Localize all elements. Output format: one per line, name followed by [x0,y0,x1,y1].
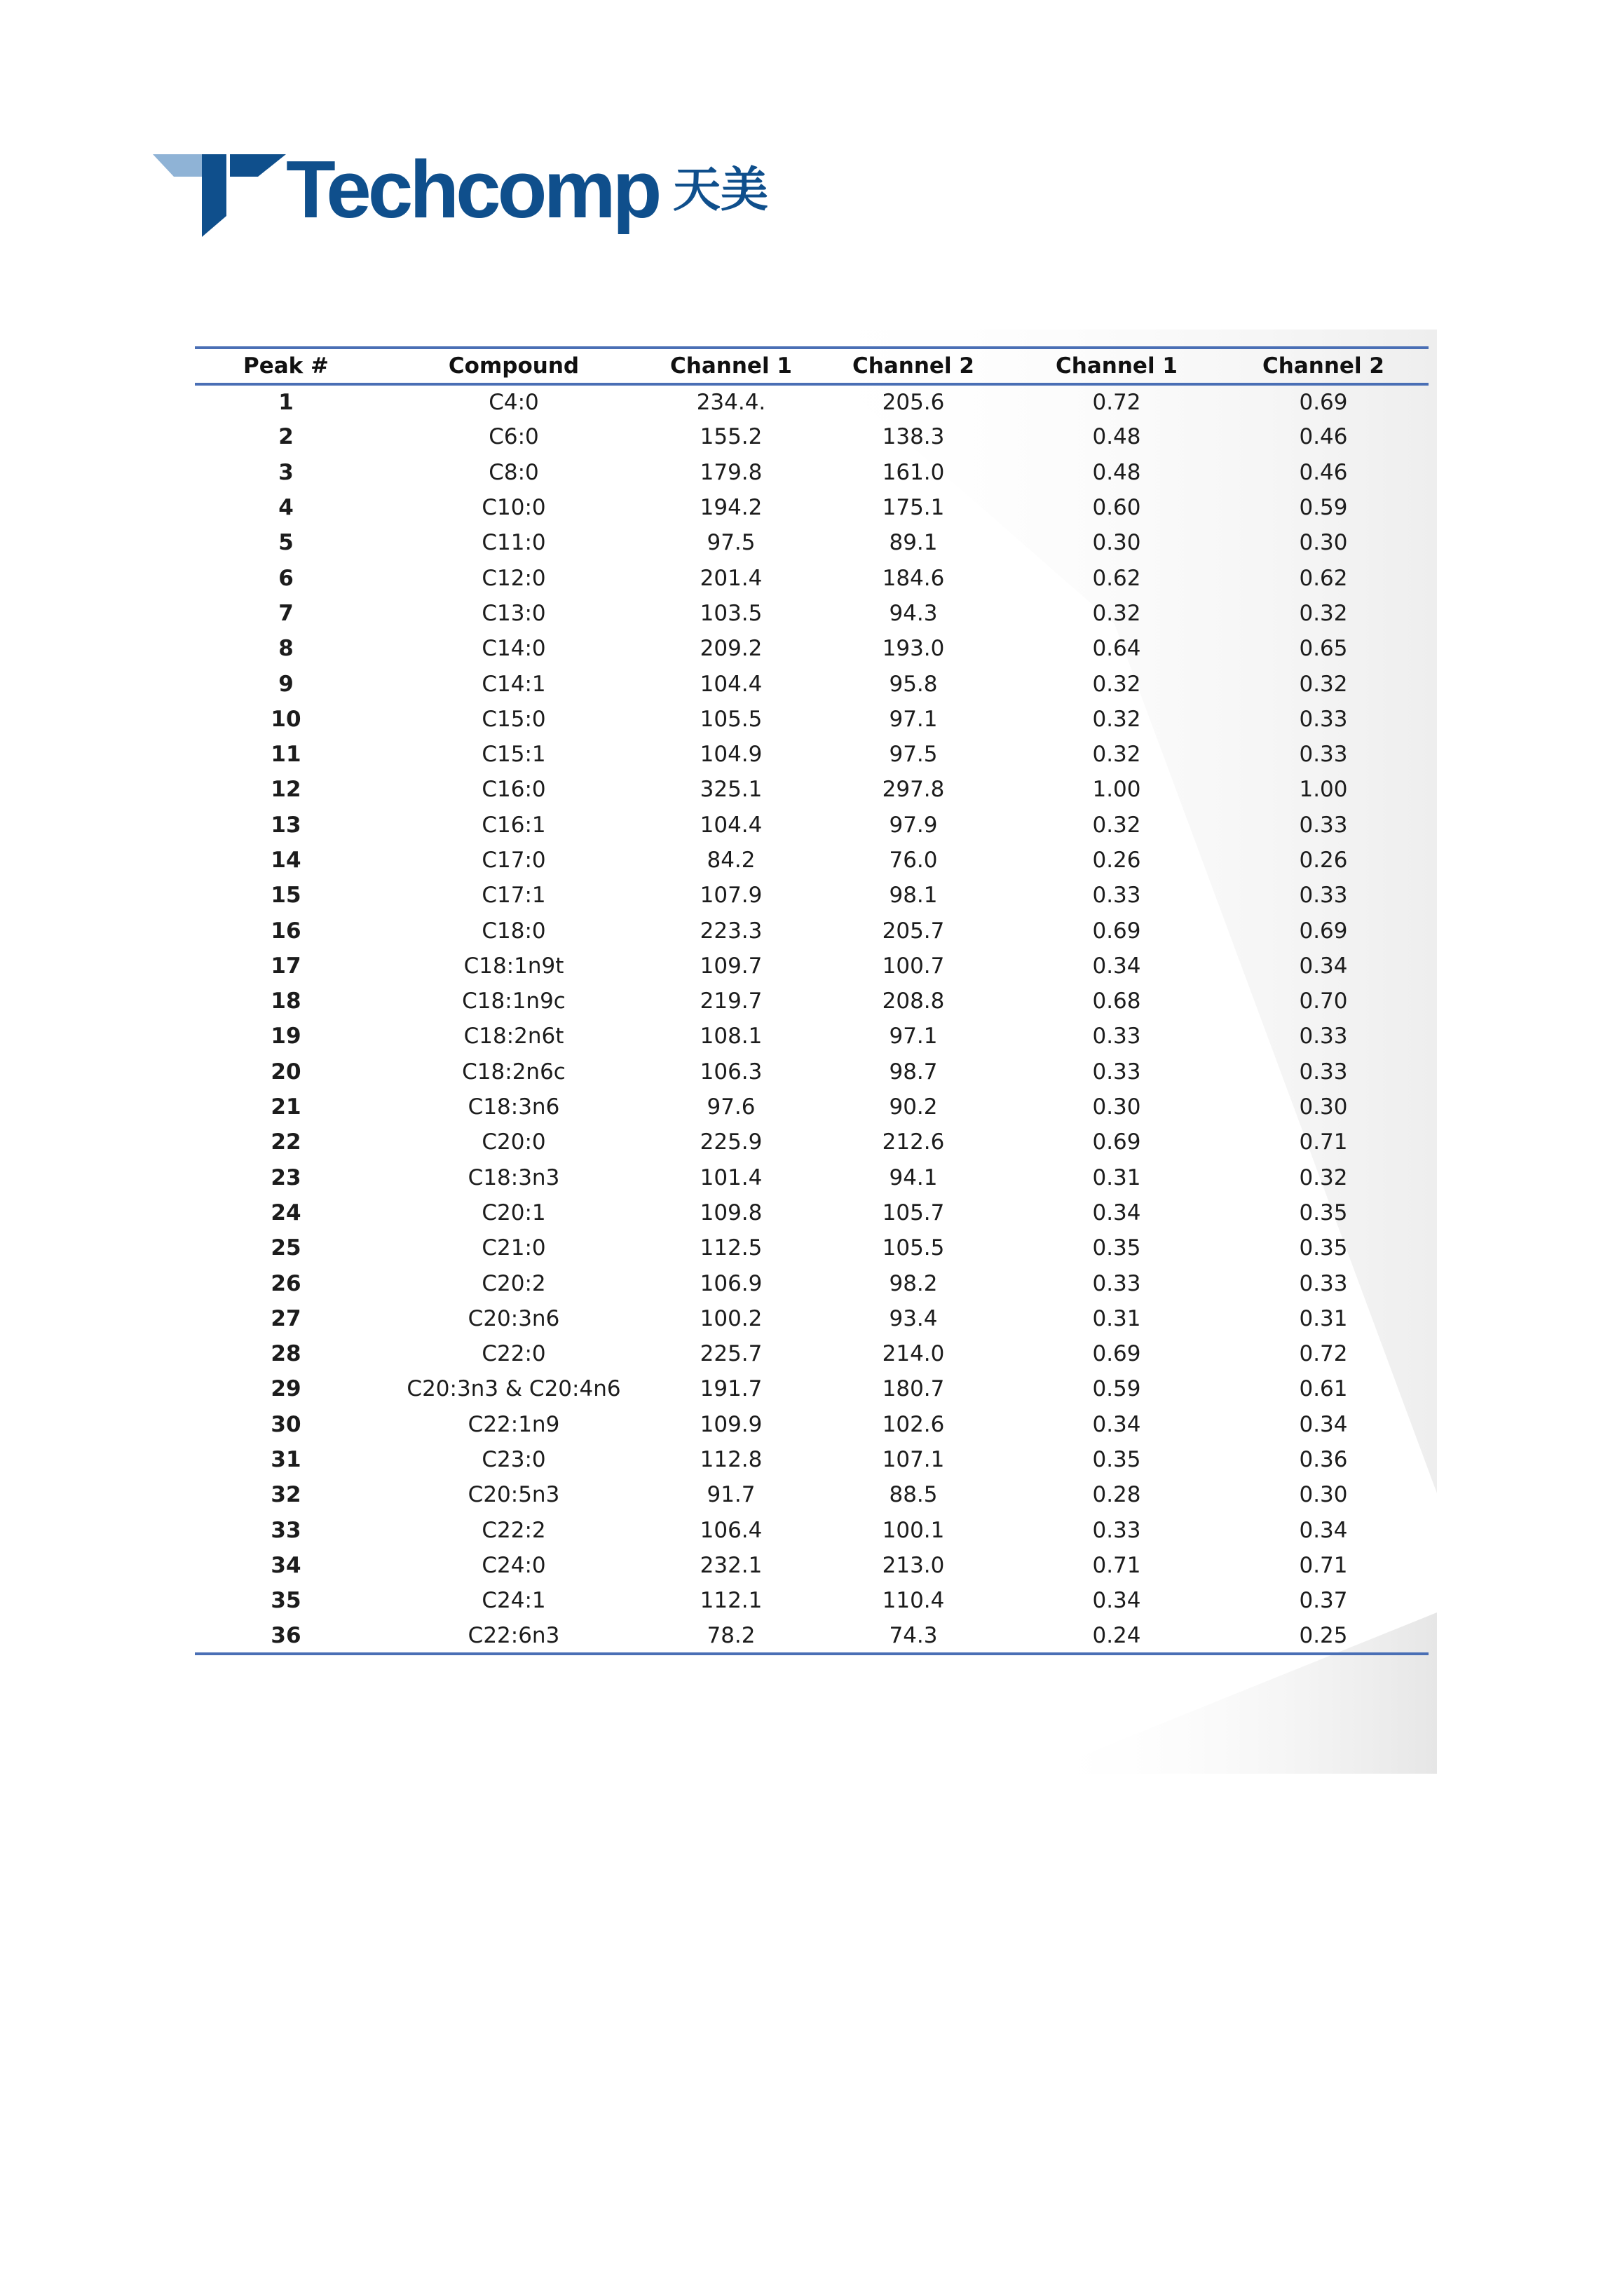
cell-channel-1: 194.2 [700,495,763,521]
cell-channel-1-ratio: 0.35 [1092,1235,1141,1261]
cell-channel-2-ratio: 1.00 [1299,777,1348,803]
cell-channel-2-ratio: 0.32 [1299,1164,1348,1190]
cell-compound: C22:0 [482,1341,546,1367]
cell-peak: 7 [278,600,294,626]
cell-channel-1-ratio: 0.71 [1092,1552,1141,1578]
cell-channel-2-ratio: 0.33 [1299,706,1348,732]
cell-channel-1: 106.9 [700,1270,763,1296]
table-row [195,666,1429,701]
cell-channel-1: 97.6 [707,1094,756,1120]
cell-channel-2-ratio: 0.30 [1299,1482,1348,1508]
table-header [195,348,1429,384]
table-body [195,384,1429,1654]
cell-channel-1-ratio: 0.31 [1092,1164,1141,1190]
cell-channel-1-ratio: 0.24 [1015,1618,1218,1653]
cell-channel-1-ratio: 0.59 [1092,1376,1141,1402]
cell-compound: C18:3n3 [468,1164,560,1190]
cell-channel-2-ratio: 0.26 [1299,848,1348,873]
cell-channel-2: 93.4 [889,1305,938,1331]
cell-channel-2-ratio: 0.33 [1299,812,1348,838]
cell-compound: C13:0 [482,600,546,626]
cell-channel-1-ratio: 0.33 [1092,1024,1141,1049]
header-channel-2-ratio: Channel 2 [1218,348,1429,384]
table-row [195,878,1429,913]
cell-channel-1-ratio: 0.33 [1092,1059,1141,1085]
cell-channel-1: 109.7 [700,953,763,979]
cell-channel-1: 106.3 [700,1059,763,1085]
cell-peak: 6 [278,565,294,591]
table-row [195,1230,1429,1265]
logo-wordmark: Techcomp [286,144,659,235]
techcomp-logo [153,144,784,245]
cell-channel-1-ratio: 0.48 [1092,459,1141,485]
cell-channel-1: 104.9 [700,742,763,768]
table-row [195,1583,1429,1618]
cell-compound: C20:3n6 [468,1305,560,1331]
cell-peak: 8 [278,636,294,662]
cell-channel-2-ratio: 0.65 [1299,636,1348,662]
cell-channel-1: 104.4 [700,812,763,838]
cell-channel-1-ratio: 1.00 [1092,777,1141,803]
table-row [195,702,1429,737]
cell-channel-1: 106.4 [700,1517,763,1543]
cell-channel-1: 191.7 [700,1376,763,1402]
table-row [195,913,1429,948]
cell-channel-2-ratio: 0.61 [1299,1376,1348,1402]
cell-peak: 25 [271,1235,301,1261]
cell-channel-1: 104.4 [700,671,763,697]
cell-channel-1: 101.4 [700,1164,763,1190]
table-row [195,1125,1429,1160]
cell-channel-1-ratio: 0.69 [1092,1341,1141,1367]
cell-compound: C21:0 [482,1235,546,1261]
cell-peak: 32 [271,1482,301,1508]
table-row [195,843,1429,878]
table-row [195,1019,1429,1054]
cell-channel-1: 223.3 [700,918,763,944]
cell-channel-2: 161.0 [882,459,945,485]
cell-channel-1-ratio: 0.30 [1092,1094,1141,1120]
cell-channel-1-ratio: 0.33 [1092,883,1141,909]
header-channel-1: Channel 1 [650,348,812,384]
table-row [195,1477,1429,1512]
cell-compound: C18:0 [482,918,546,944]
cell-channel-1: 112.1 [700,1588,763,1614]
cell-channel-2-ratio: 0.46 [1299,459,1348,485]
table-row [195,737,1429,772]
cell-channel-2: 180.7 [882,1376,945,1402]
cell-channel-2-ratio: 0.31 [1299,1305,1348,1331]
cell-compound: C20:5n3 [468,1482,560,1508]
cell-channel-2-ratio: 0.30 [1299,1094,1348,1120]
cell-compound: C18:2n6c [462,1059,566,1085]
cell-compound: C11:0 [482,530,546,556]
cell-compound: C24:0 [482,1552,546,1578]
cell-compound: C20:2 [482,1270,546,1296]
cell-channel-1: 225.9 [700,1129,763,1155]
cell-peak: 15 [271,883,301,909]
table-row [195,560,1429,595]
cell-channel-2-ratio: 0.71 [1299,1129,1348,1155]
table-row [195,1089,1429,1125]
cell-channel-2: 94.1 [889,1164,938,1190]
cell-channel-2: 89.1 [889,530,938,556]
cell-peak: 1 [278,390,294,416]
table-row [195,772,1429,807]
cell-channel-1: 209.2 [700,636,763,662]
cell-peak: 30 [271,1411,301,1437]
cell-channel-2-ratio: 0.62 [1299,565,1348,591]
cell-channel-1-ratio: 0.69 [1092,918,1141,944]
cell-channel-1: 155.2 [700,424,763,450]
cell-peak: 18 [271,989,301,1014]
cell-channel-1-ratio: 0.48 [1092,424,1141,450]
cell-channel-2: 105.5 [882,1235,945,1261]
cell-compound: C22:2 [482,1517,546,1543]
header-peak: Peak # [195,348,377,384]
cell-compound: C18:2n6t [463,1024,564,1049]
cell-channel-2: 97.1 [889,1024,938,1049]
cell-peak: 5 [278,530,294,556]
cell-channel-1: 78.2 [650,1618,812,1653]
cell-channel-2: 208.8 [882,989,945,1014]
cell-compound: C15:0 [482,706,546,732]
cell-peak: 16 [271,918,301,944]
cell-peak: 23 [271,1164,301,1190]
cell-compound: C20:0 [482,1129,546,1155]
cell-channel-2: 205.7 [882,918,945,944]
cell-channel-1-ratio: 0.60 [1092,495,1141,521]
table-row [195,596,1429,631]
cell-channel-2-ratio: 0.25 [1218,1618,1429,1653]
cell-channel-2: 214.0 [882,1341,945,1367]
cell-channel-1-ratio: 0.32 [1092,600,1141,626]
cell-channel-2-ratio: 0.59 [1299,495,1348,521]
cell-channel-2: 97.5 [889,742,938,768]
cell-peak: 26 [271,1270,301,1296]
cell-channel-1: 112.5 [700,1235,763,1261]
cell-channel-2: 100.7 [882,953,945,979]
cell-channel-2: 74.3 [812,1618,1015,1653]
table-row [195,1513,1429,1548]
cell-channel-2-ratio: 0.70 [1299,989,1348,1014]
cell-peak: 29 [271,1376,301,1402]
cell-channel-2: 100.1 [882,1517,945,1543]
cell-channel-2: 184.6 [882,565,945,591]
cell-channel-1-ratio: 0.62 [1092,565,1141,591]
cell-peak: 35 [271,1588,301,1614]
cell-peak: 3 [278,459,294,485]
cell-channel-1-ratio: 0.35 [1092,1447,1141,1473]
cell-compound: C8:0 [489,459,539,485]
cell-channel-1-ratio: 0.34 [1092,1588,1141,1614]
cell-peak: 13 [271,812,301,838]
cell-channel-1: 325.1 [700,777,763,803]
cell-channel-1: 109.9 [700,1411,763,1437]
cell-compound: C17:1 [482,883,546,909]
cell-channel-2-ratio: 0.30 [1299,530,1348,556]
table-row [195,984,1429,1019]
cell-channel-2-ratio: 0.71 [1299,1552,1348,1578]
cell-channel-1-ratio: 0.33 [1092,1270,1141,1296]
cell-compound: C20:1 [482,1200,546,1225]
table-row [195,1265,1429,1300]
cell-channel-2-ratio: 0.33 [1299,883,1348,909]
cell-compound: C20:3n3 & C20:4n6 [407,1376,621,1402]
cell-channel-2-ratio: 0.33 [1299,742,1348,768]
cell-channel-1: 179.8 [700,459,763,485]
cell-channel-1: 84.2 [707,848,756,873]
cell-peak: 9 [278,671,294,697]
cell-peak: 10 [271,706,301,732]
peak-table [195,346,1429,1655]
table-row [195,1301,1429,1336]
cell-channel-1-ratio: 0.30 [1092,530,1141,556]
cell-channel-2-ratio: 0.35 [1299,1200,1348,1225]
header-row [195,348,1429,384]
cell-channel-2: 212.6 [882,1129,945,1155]
cell-channel-1: 234.4. [696,390,766,416]
cell-channel-1: 112.8 [700,1447,763,1473]
cell-channel-2-ratio: 0.34 [1299,1411,1348,1437]
cell-channel-2-ratio: 0.33 [1299,1270,1348,1296]
cell-channel-2: 90.2 [889,1094,938,1120]
cell-peak: 33 [271,1517,301,1543]
cell-peak: 27 [271,1305,301,1331]
cell-channel-1-ratio: 0.28 [1092,1482,1141,1508]
cell-channel-1-ratio: 0.32 [1092,812,1141,838]
cell-channel-2-ratio: 0.69 [1299,918,1348,944]
cell-channel-2: 98.2 [889,1270,938,1296]
cell-peak: 22 [271,1129,301,1155]
cell-channel-2-ratio: 0.37 [1299,1588,1348,1614]
cell-channel-2: 102.6 [882,1411,945,1437]
table-row [195,1054,1429,1089]
cell-channel-1: 232.1 [700,1552,763,1578]
cell-channel-1-ratio: 0.68 [1092,989,1141,1014]
cell-channel-2: 76.0 [889,848,938,873]
table-row [195,949,1429,984]
table-row [195,1548,1429,1583]
cell-channel-2-ratio: 0.32 [1299,671,1348,697]
cell-channel-1: 219.7 [700,989,763,1014]
cell-channel-2-ratio: 0.46 [1299,424,1348,450]
cell-channel-1: 103.5 [700,600,763,626]
table-row [195,525,1429,560]
cell-channel-1-ratio: 0.34 [1092,953,1141,979]
cell-channel-2-ratio: 0.34 [1299,953,1348,979]
cell-peak: 11 [271,742,301,768]
cell-channel-2: 107.1 [882,1447,945,1473]
cell-channel-1-ratio: 0.32 [1092,706,1141,732]
cell-channel-1: 107.9 [700,883,763,909]
cell-peak: 24 [271,1200,301,1225]
cell-compound: C18:1n9c [462,989,566,1014]
cell-channel-2: 98.1 [889,883,938,909]
cell-channel-2: 97.9 [889,812,938,838]
cell-compound: C12:0 [482,565,546,591]
table-row [195,1407,1429,1442]
cell-channel-2: 97.1 [889,706,938,732]
cell-compound: C10:0 [482,495,546,521]
cell-channel-1: 109.8 [700,1200,763,1225]
cell-peak: 31 [271,1447,301,1473]
cell-compound: C14:1 [482,671,546,697]
cell-channel-2: 138.3 [882,424,945,450]
table-row [195,384,1429,419]
cell-channel-2-ratio: 0.35 [1299,1235,1348,1261]
table-row [195,1442,1429,1477]
cell-peak: 14 [271,848,301,873]
cell-channel-2: 175.1 [882,495,945,521]
cell-channel-1: 201.4 [700,565,763,591]
cell-channel-2: 98.7 [889,1059,938,1085]
cell-channel-1-ratio: 0.72 [1092,390,1141,416]
cell-channel-2: 94.3 [889,600,938,626]
cell-compound: C16:0 [482,777,546,803]
cell-compound: C4:0 [489,390,539,416]
cell-channel-1: 105.5 [700,706,763,732]
table-row [195,1160,1429,1195]
logo-mark-icon [153,147,293,238]
cell-compound: C15:1 [482,742,546,768]
cell-compound: C22:6n3 [377,1618,650,1653]
cell-compound: C6:0 [489,424,539,450]
cell-channel-2: 95.8 [889,671,938,697]
cell-channel-2: 193.0 [882,636,945,662]
table-row [195,1336,1429,1371]
header-channel-2: Channel 2 [812,348,1015,384]
cell-peak: 19 [271,1024,301,1049]
cell-channel-2-ratio: 0.33 [1299,1059,1348,1085]
cell-compound: C18:3n6 [468,1094,560,1120]
cell-channel-1-ratio: 0.33 [1092,1517,1141,1543]
cell-compound: C22:1n9 [468,1411,560,1437]
cell-channel-2-ratio: 0.32 [1299,600,1348,626]
header-channel-1-ratio: Channel 1 [1015,348,1218,384]
cell-channel-2: 213.0 [882,1552,945,1578]
cell-channel-1-ratio: 0.32 [1092,671,1141,697]
table-row [195,455,1429,490]
cell-peak: 17 [271,953,301,979]
table-row [195,419,1429,454]
cell-channel-2: 88.5 [889,1482,938,1508]
cell-channel-1-ratio: 0.26 [1092,848,1141,873]
cell-peak: 36 [195,1618,377,1653]
cell-channel-1: 100.2 [700,1305,763,1331]
cell-channel-2-ratio: 0.34 [1299,1517,1348,1543]
cell-peak: 34 [271,1552,301,1578]
cell-channel-2-ratio: 0.33 [1299,1024,1348,1049]
cell-channel-1-ratio: 0.34 [1092,1200,1141,1225]
cell-peak: 21 [271,1094,301,1120]
cell-compound: C17:0 [482,848,546,873]
table-row [195,1618,1429,1653]
table-row [195,1195,1429,1230]
cell-channel-2-ratio: 0.36 [1299,1447,1348,1473]
table-row [195,631,1429,666]
table-row [195,1371,1429,1406]
logo-chinese-name: 天美 [673,163,769,218]
cell-compound: C18:1n9t [463,953,564,979]
cell-channel-1: 108.1 [700,1024,763,1049]
cell-channel-1-ratio: 0.64 [1092,636,1141,662]
cell-channel-1: 91.7 [707,1482,756,1508]
cell-channel-2: 297.8 [882,777,945,803]
cell-peak: 28 [271,1341,301,1367]
cell-compound: C16:1 [482,812,546,838]
cell-channel-1-ratio: 0.34 [1092,1411,1141,1437]
cell-peak: 2 [278,424,294,450]
table-row [195,808,1429,843]
cell-channel-2-ratio: 0.69 [1299,390,1348,416]
cell-channel-1-ratio: 0.69 [1092,1129,1141,1155]
cell-peak: 12 [271,777,301,803]
cell-channel-1-ratio: 0.31 [1092,1305,1141,1331]
cell-compound: C14:0 [482,636,546,662]
cell-channel-2: 205.6 [882,390,945,416]
header-compound: Compound [377,348,650,384]
cell-compound: C23:0 [482,1447,546,1473]
cell-compound: C24:1 [482,1588,546,1614]
cell-channel-1: 97.5 [707,530,756,556]
cell-peak: 20 [271,1059,301,1085]
cell-channel-2-ratio: 0.72 [1299,1341,1348,1367]
cell-channel-2: 105.7 [882,1200,945,1225]
cell-channel-2: 110.4 [882,1588,945,1614]
cell-peak: 4 [278,495,294,521]
table-row [195,490,1429,525]
cell-channel-1: 225.7 [700,1341,763,1367]
cell-channel-1-ratio: 0.32 [1092,742,1141,768]
